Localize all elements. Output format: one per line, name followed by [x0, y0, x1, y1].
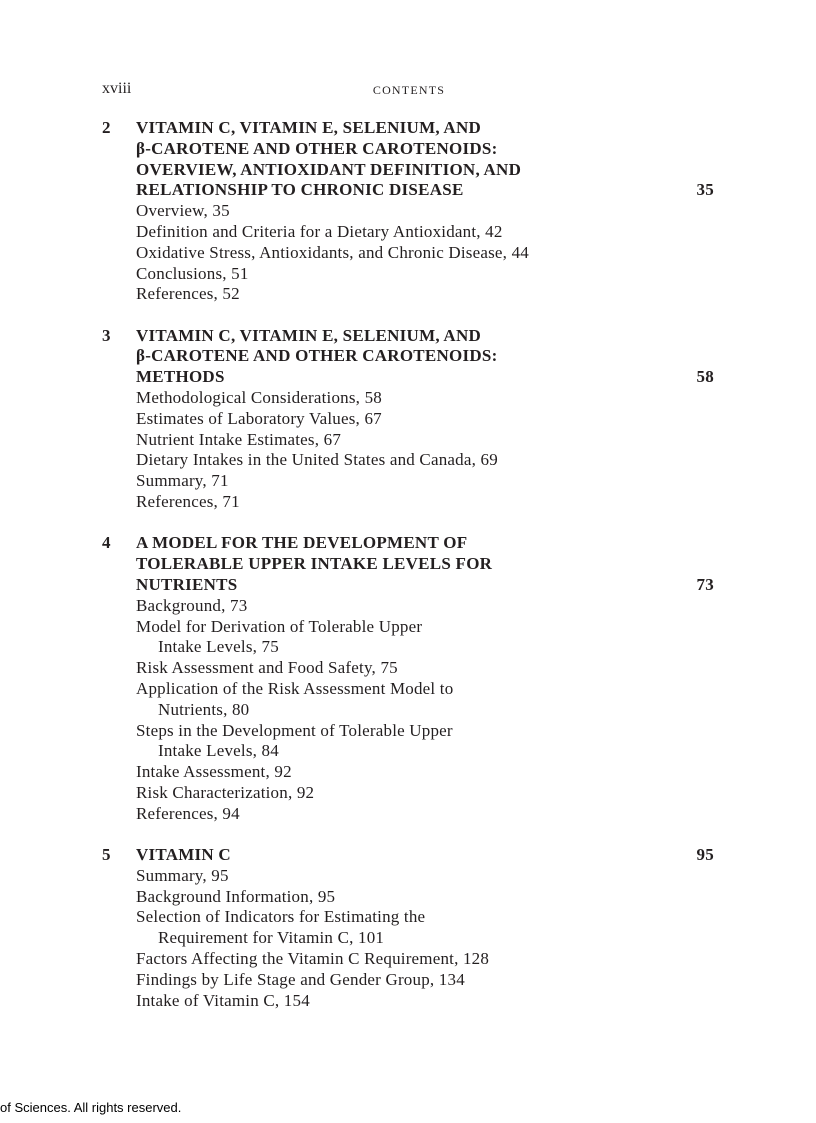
toc-entry-text: Overview, 35 — [136, 201, 230, 221]
chapter-page-number: 73 — [696, 574, 714, 594]
toc-entry — [136, 284, 714, 305]
toc-entry — [136, 201, 714, 222]
toc-entry — [136, 450, 714, 471]
chapter-title-line: VITAMIN C, VITAMIN E, SELENIUM, AND — [136, 325, 482, 345]
chapter-title-line: β-CAROTENE AND OTHER CAROTENOIDS: — [136, 346, 498, 366]
toc-entry-text: Background, 73 — [136, 595, 248, 615]
toc-entry-text: Conclusions, 51 — [136, 263, 249, 283]
toc-entry-text: Findings by Life Stage and Gender Group, 134 — [136, 969, 465, 989]
toc-entry — [136, 596, 714, 617]
chapter-title — [136, 118, 714, 201]
toc-entry — [136, 679, 714, 721]
toc-entry-continuation: Requirement for Vitamin C, 101 — [158, 928, 385, 948]
toc-entry — [136, 388, 714, 409]
chapter-title-line: NUTRIENTS — [136, 574, 238, 594]
toc-chapter — [102, 326, 714, 513]
toc-entry-text: Methodological Considerations, 58 — [136, 388, 382, 408]
page-header — [102, 80, 716, 102]
chapter-title-line: VITAMIN C — [136, 845, 231, 864]
toc-entry — [136, 866, 714, 887]
toc-entry — [136, 762, 714, 783]
toc-entry-text: Factors Affecting the Vitamin C Requirement, 128 — [136, 948, 490, 968]
toc-entry-text: Estimates of Laboratory Values, 67 — [136, 408, 382, 428]
toc-chapter — [102, 118, 714, 305]
toc-entry — [136, 264, 714, 285]
toc-entry-text: Model for Derivation of Tolerable Upper — [136, 616, 423, 636]
toc-entry — [136, 430, 714, 451]
chapter-page-number: 35 — [696, 180, 714, 200]
toc-entry — [136, 970, 714, 991]
toc-entry-text: Dietary Intakes in the United States and Canada, 69 — [136, 450, 498, 470]
toc-entry-continuation: Intake Levels, 84 — [158, 741, 279, 761]
toc-entry — [136, 617, 714, 659]
toc-chapter — [102, 533, 714, 824]
toc-entry — [136, 243, 714, 264]
toc-entry-continuation: Nutrients, 80 — [158, 699, 250, 719]
toc-entry-text: References, 94 — [136, 803, 240, 823]
chapter-title-line: TOLERABLE UPPER INTAKE LEVELS FOR — [136, 554, 493, 574]
toc-entry — [136, 492, 714, 513]
chapter-number: 5 — [102, 845, 111, 864]
toc-entry-text: Nutrient Intake Estimates, 67 — [136, 429, 342, 449]
running-title: CONTENTS — [372, 83, 446, 97]
toc-entry-text: Intake Assessment, 92 — [136, 762, 292, 782]
toc-entry-text: References, 71 — [136, 492, 240, 512]
table-of-contents — [102, 118, 714, 1032]
toc-entry — [136, 658, 714, 679]
toc-entry — [136, 721, 714, 763]
toc-entry — [136, 887, 714, 908]
toc-entry — [136, 783, 714, 804]
toc-entry-text: Application of the Risk Assessment Model to — [136, 678, 454, 698]
toc-entry-text: Summary, 95 — [136, 865, 229, 885]
chapter-title-line: A MODEL FOR THE DEVELOPMENT OF — [136, 533, 468, 553]
chapter-title — [136, 326, 714, 388]
toc-entry-text: Intake of Vitamin C, 154 — [136, 990, 310, 1010]
chapter-title — [136, 533, 714, 595]
toc-entry — [136, 409, 714, 430]
chapter-title-line: METHODS — [136, 367, 225, 387]
toc-entry — [136, 471, 714, 492]
chapter-title-line: RELATIONSHIP TO CHRONIC DISEASE — [136, 180, 464, 200]
toc-entry-text: Steps in the Development of Tolerable Upper — [136, 720, 453, 740]
toc-entry — [136, 991, 714, 1012]
toc-entry — [136, 804, 714, 825]
toc-entry-text: Risk Characterization, 92 — [136, 782, 315, 802]
toc-entry-continuation: Intake Levels, 75 — [158, 637, 279, 657]
chapter-title — [136, 845, 714, 866]
chapter-number: 2 — [102, 118, 111, 137]
chapter-page-number: 58 — [696, 367, 714, 387]
toc-entry-text: Summary, 71 — [136, 471, 229, 491]
chapter-number: 4 — [102, 533, 111, 553]
chapter-number: 3 — [102, 325, 111, 345]
chapter-title-line: OVERVIEW, ANTIOXIDANT DEFINITION, AND — [136, 159, 522, 179]
page-number: xviii — [102, 80, 132, 97]
toc-entry-text: Oxidative Stress, Antioxidants, and Chronic Disease, 44 — [136, 242, 529, 262]
toc-entry-text: Background Information, 95 — [136, 886, 336, 906]
chapter-title-line: β-CAROTENE AND OTHER CAROTENOIDS: — [136, 138, 498, 158]
toc-entry — [136, 907, 714, 949]
chapter-title-line: VITAMIN C, VITAMIN E, SELENIUM, AND — [136, 118, 482, 137]
toc-entry-text: Definition and Criteria for a Dietary Antioxidant, 42 — [136, 221, 503, 241]
toc-entry — [136, 949, 714, 970]
toc-entry-text: Selection of Indicators for Estimating the — [136, 907, 426, 927]
copyright-footer: of Sciences. All rights reserved. — [0, 1100, 182, 1115]
toc-entry-text: References, 52 — [136, 284, 240, 304]
toc-chapter — [102, 845, 714, 1011]
toc-entry-text: Risk Assessment and Food Safety, 75 — [136, 658, 398, 678]
chapter-page-number: 95 — [696, 845, 714, 864]
toc-entry — [136, 222, 714, 243]
